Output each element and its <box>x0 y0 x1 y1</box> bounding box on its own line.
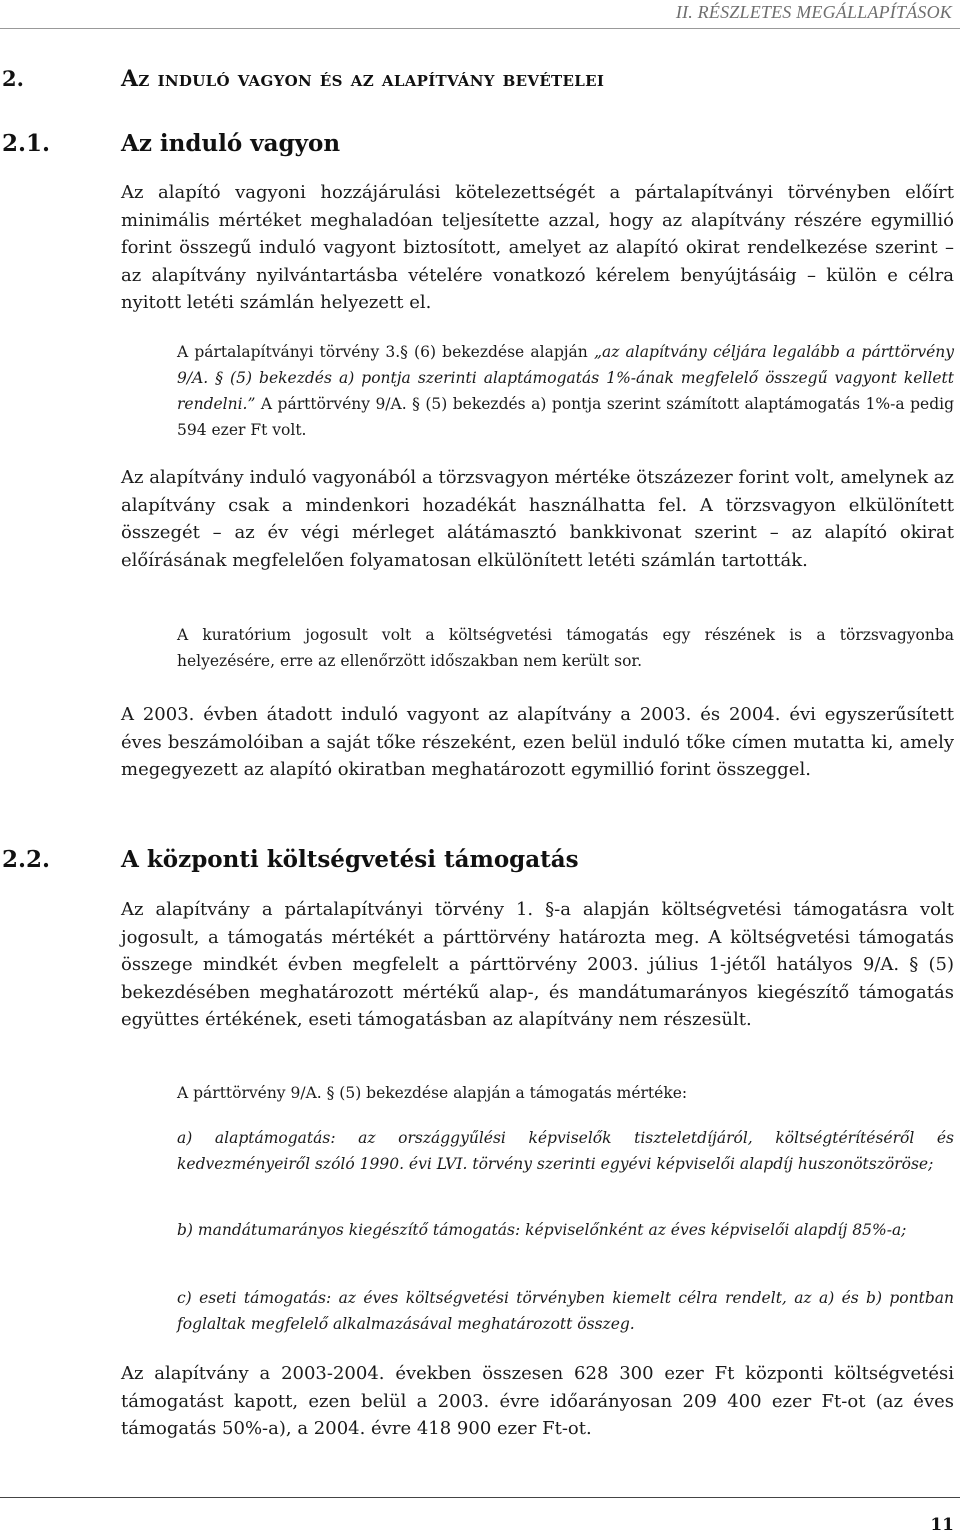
note-item-c: c) eseti támogatás: az éves költségvetési törvényben kiemelt célra rendelt, az a) és b) pontban foglaltak megfelelő alkalmazásával meghatározott összeg. <box>177 1289 954 1333</box>
running-header: II. RÉSZLETES MEGÁLLAPÍTÁSOK <box>675 2 952 22</box>
footer-divider <box>0 1497 960 1498</box>
note-law-reference <box>177 339 954 443</box>
note-text: A pártalapítványi törvény 3.§ (6) bekezdése alapján <box>177 343 594 361</box>
section-title: Az induló vagyon és az alapítvány bevételei <box>121 66 605 92</box>
note-quote: „az alapítvány céljára legalább a párttörvény 9/A. § (5) bekezdés a) pontja szerinti alaptámogatás 1%-ának megfelelő összegű vagyont kellett rendelni.” <box>177 343 954 413</box>
page-number: 11 <box>930 1515 954 1535</box>
note-text: A párttörvény 9/A. § (5) bekezdés a) pontja szerint számított alaptámogatás 1%-a pedig 594 ezer Ft volt. <box>177 395 954 439</box>
subsection-title: A központi költségvetési támogatás <box>121 846 579 873</box>
note-support-intro: A párttörvény 9/A. § (5) bekezdése alapján a támogatás mértéke: <box>177 1084 688 1102</box>
paragraph-initial-capital: Az alapító vagyoni hozzájárulási kötelezettségét a pártalapítványi törvényben előírt minimális mértéket meghaladóan teljesítette azzal, hogy az alapítvány részére egymillió forint összegű induló vagyont biztosított, amelyet az alapító okirat rendelkezése szerint – az alapítvány nyilvántartásba vételére vonatkozó kérelem benyújtásáig – külön e célra nyitott letéti számlán helyezett el. <box>121 182 954 313</box>
note-board-rights: A kuratórium jogosult volt a költségvetési támogatás egy részének is a törzsvagyonba helyezésére, erre az ellenőrzött időszakban nem került sor. <box>177 626 954 670</box>
paragraph-core-assets: Az alapítvány induló vagyonából a törzsvagyon mértéke ötszázezer forint volt, amelynek az alapítvány csak a mindenkori hozadékát használhatta fel. A törzsvagyon elkülönített összegét – az év végi mérleget alátámasztó bankkivonat szerint – az alapító okirat előírásának megfelelően folyamatosan elkülönített letéti számlán tartották. <box>121 467 954 571</box>
paragraph-support-totals: Az alapítvány a 2003-2004. években összesen 628 300 ezer Ft központi költségvetési támogatást kapott, ezen belül a 2003. évre időarányosan 209 400 ezer Ft-ot (az éves támogatás 50%-a), a 2004. évre 418 900 ezer Ft-ot. <box>121 1363 954 1439</box>
subsection-number: 2.1. <box>2 130 51 157</box>
section-number: 2. <box>2 66 24 91</box>
paragraph-2003-capital: A 2003. évben átadott induló vagyont az alapítvány a 2003. és 2004. évi egyszerűsített éves beszámolóiban a saját tőke részeként, ezen belül induló tőke címen mutatta ki, amely megegyezett az alapító okiratban meghatározott egymillió forint összeggel. <box>121 704 954 780</box>
header-divider <box>0 28 960 29</box>
paragraph-budget-support: Az alapítvány a pártalapítványi törvény 1. §-a alapján költségvetési támogatásra volt jogosult, a támogatás mértékét a párttörvény határozta meg. A költségvetési támogatás összege mindkét évben megfelelt a párttörvény 2003. július 1-jétől hatályos 9/A. § (5) bekezdésében meghatározott mértékű alap-, és mandátumarányos kiegészítő támogatás együttes értékének, eseti támogatásban az alapítvány nem részesült. <box>121 899 954 1030</box>
subsection-title: Az induló vagyon <box>121 130 341 157</box>
note-item-a: a) alaptámogatás: az országgyűlési képviselők tiszteletdíjáról, költségtérítéséről és kedvezményeiről szóló 1990. évi LVI. törvény szerinti egyévi képviselői alapdíj huszonötszöröse; <box>177 1129 954 1173</box>
note-item-b: b) mandátumarányos kiegészítő támogatás: képviselőnként az éves képviselői alapdíj 85%-a; <box>177 1221 907 1239</box>
subsection-number: 2.2. <box>2 846 51 873</box>
